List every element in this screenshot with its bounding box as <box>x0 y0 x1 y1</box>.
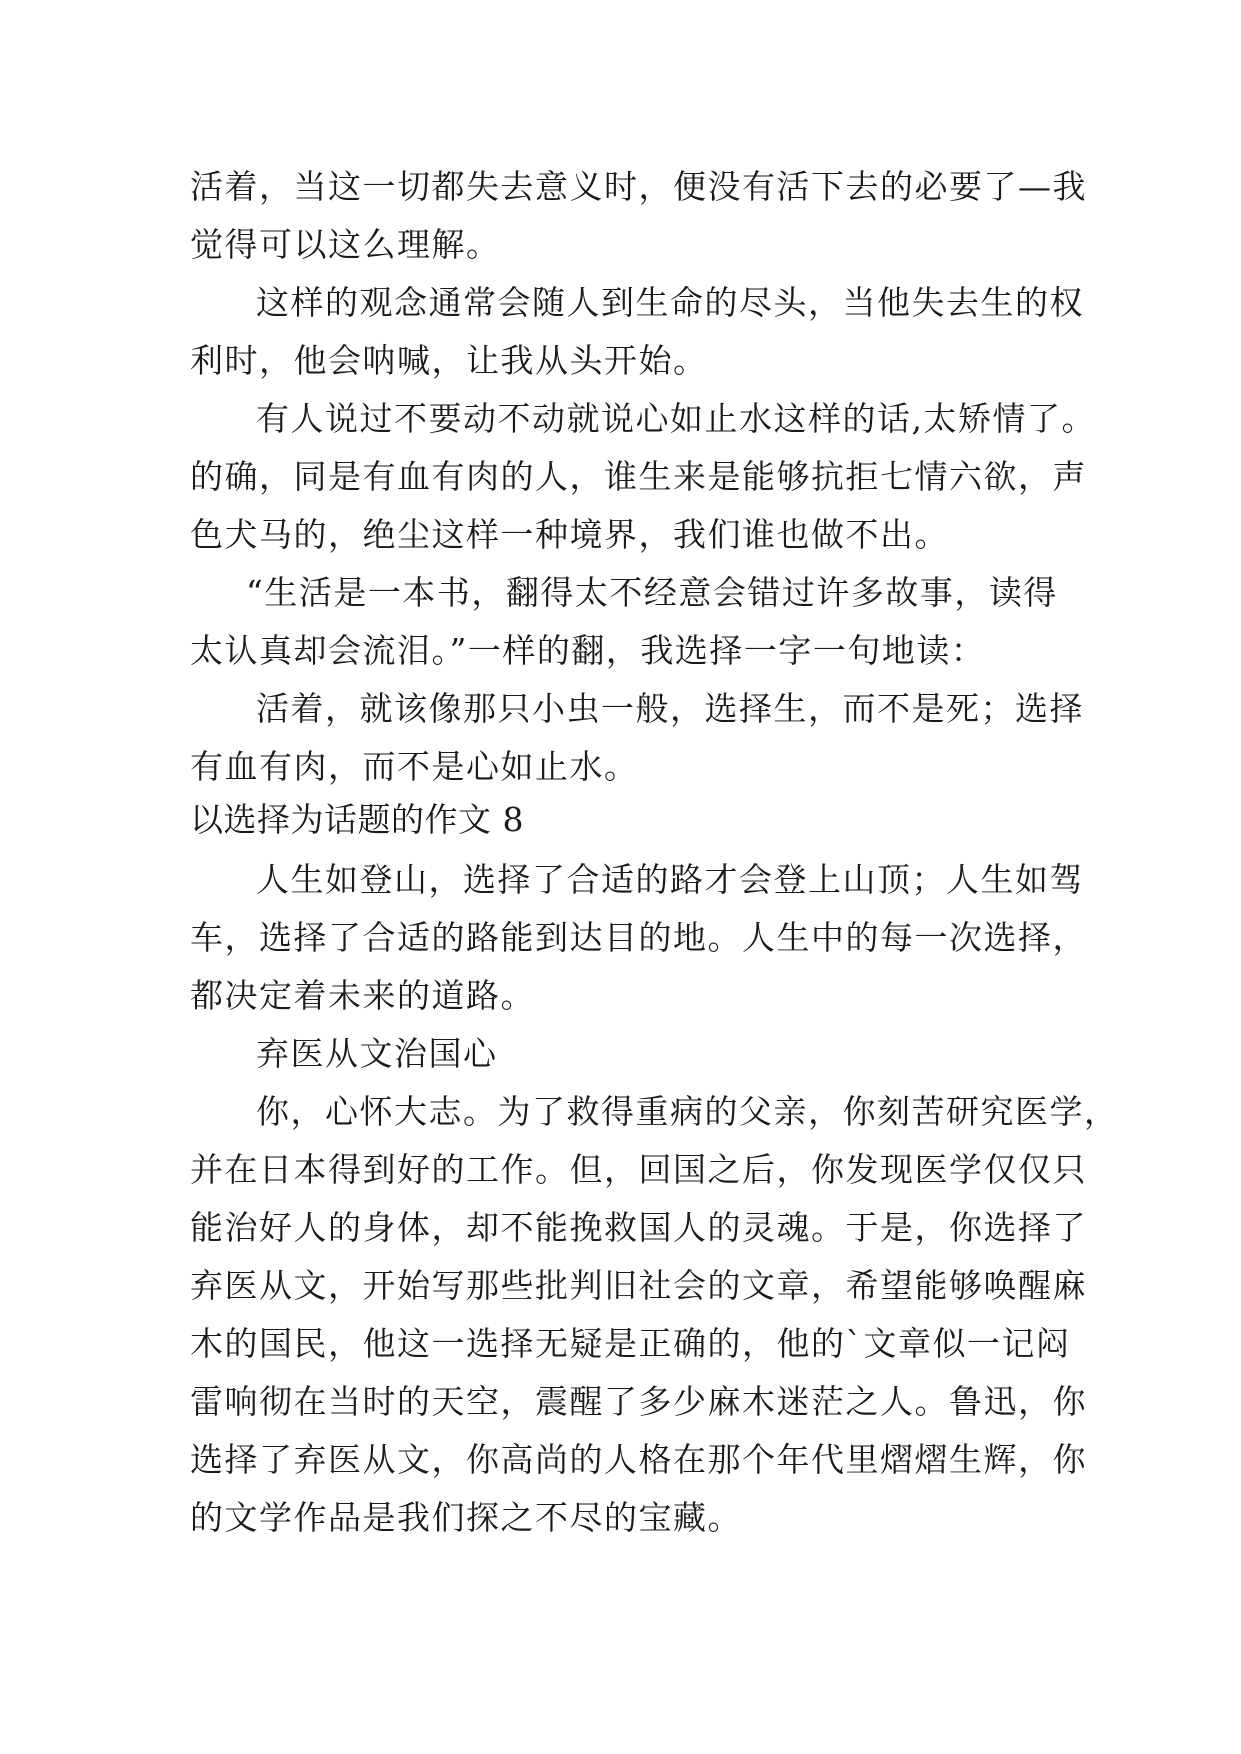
text-line: 选择了弃医从文，你高尚的人格在那个年代里熠熠生辉，你 <box>190 1440 1087 1479</box>
text-line: 有血有肉，而不是心如止水。 <box>190 747 639 786</box>
text-line: 色犬马的，绝尘这样一种境界，我们谁也做不出。 <box>190 515 949 554</box>
text-line: 人生如登山，选择了合适的路才会登上山顶；人生如驾 <box>256 860 1084 899</box>
text-line: 你，心怀大志。为了救得重病的父亲，你刻苦研究医学， <box>256 1092 1119 1131</box>
text-line: 太认真却会流泪。”一样的翻，我选择一字一句地读： <box>190 631 986 670</box>
section-heading: 以选择为话题的作文 8 <box>190 800 524 839</box>
text-line: 能治好人的身体，却不能挽救国人的灵魂。于是，你选择了 <box>190 1208 1087 1247</box>
text-line: 的确，同是有血有肉的人，谁生来是能够抗拒七情六欲，声 <box>190 457 1087 496</box>
text-line: 觉得可以这么理解。 <box>190 225 501 264</box>
text-line: 的文学作品是我们探之不尽的宝藏。 <box>190 1498 742 1537</box>
text-line: 弃医从文，开始写那些批判旧社会的文章，希望能够唤醒麻 <box>190 1266 1087 1305</box>
text-line: 都决定着未来的道路。 <box>190 976 535 1015</box>
text-line: 木的国民，他这一选择无疑是正确的，他的`文章似一记闷 <box>190 1324 1071 1363</box>
text-line: 活着，当这一切都失去意义时，便没有活下去的必要了—我 <box>190 167 1087 206</box>
text-line: “生活是一本书，翻得太不经意会错过许多故事，读得 <box>246 573 1058 612</box>
text-line: 雷响彻在当时的天空，震醒了多少麻木迷茫之人。鲁迅，你 <box>190 1382 1087 1421</box>
text-line: 这样的观念通常会随人到生命的尽头，当他失去生的权 <box>256 283 1084 322</box>
text-line: 活着，就该像那只小虫一般，选择生，而不是死；选择 <box>256 689 1084 728</box>
text-line: 车，选择了合适的路能到达目的地。人生中的每一次选择， <box>190 918 1087 957</box>
text-line: 并在日本得到好的工作。但，回国之后，你发现医学仅仅只 <box>190 1150 1087 1189</box>
subheading: 弃医从文治国心 <box>256 1034 498 1073</box>
text-line: 利时，他会呐喊，让我从头开始。 <box>190 341 708 380</box>
text-line: 有人说过不要动不动就说心如止水这样的话,太矫情了。 <box>256 399 1096 438</box>
